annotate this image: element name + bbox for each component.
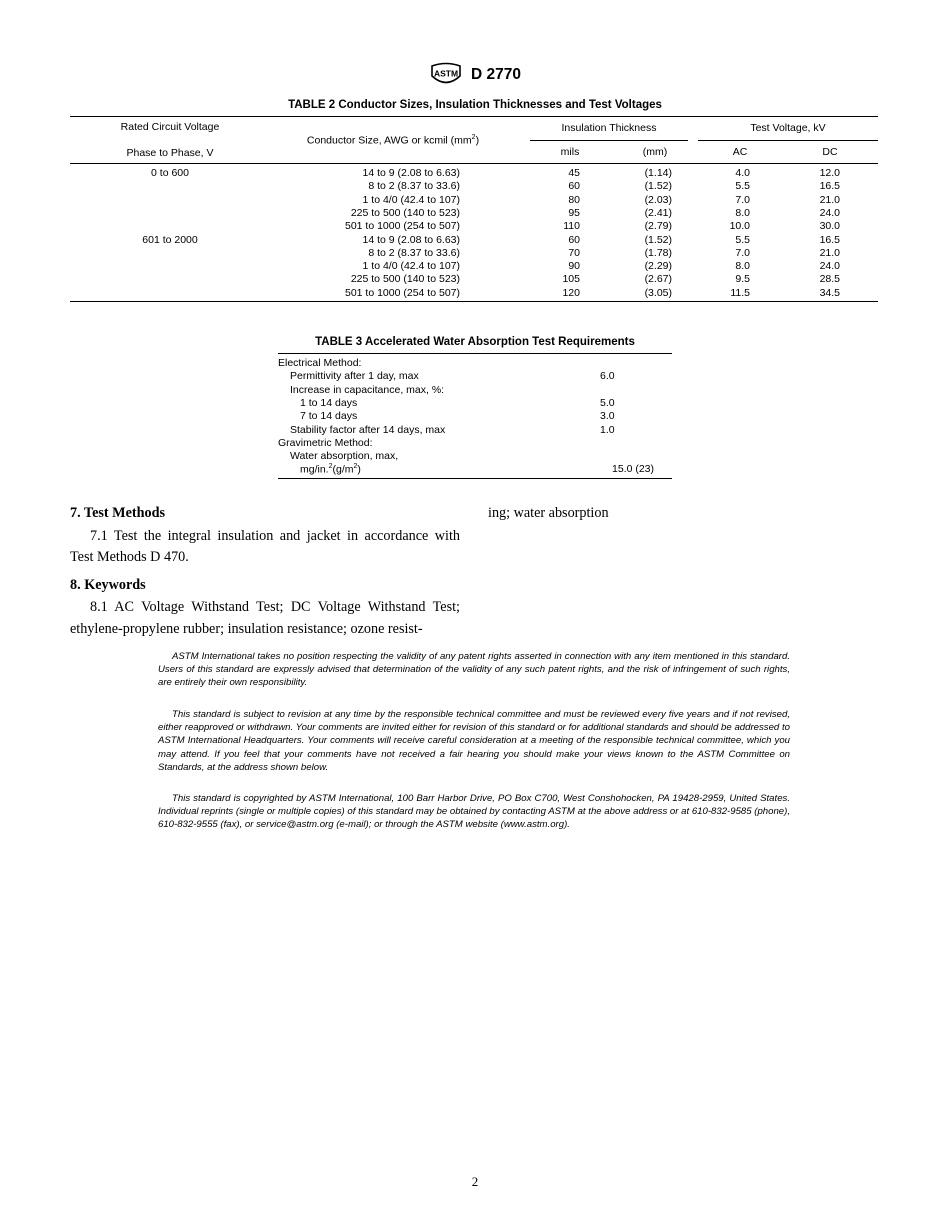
astm-logo-text: ASTM xyxy=(433,68,459,79)
header-conductor-size-text: Conductor Size, AWG or kcmil (mm xyxy=(306,134,472,147)
cell-mils: 95 xyxy=(568,206,580,219)
header-ac: AC xyxy=(732,146,748,158)
cell-ac: 8.0 xyxy=(735,260,750,273)
cell-mils: 45 xyxy=(568,167,580,179)
header-conductor-size-sup: 2 xyxy=(471,134,476,141)
table3-row-label: 7 to 14 days xyxy=(300,410,358,423)
table3-title: TABLE 3 Accelerated Water Absorption Test Requirements xyxy=(315,336,635,348)
table3-last-value: 15.0 (23) xyxy=(611,463,655,475)
cell-ac: 7.0 xyxy=(735,193,750,206)
table3-top-rule xyxy=(278,353,672,354)
cell-mils: 60 xyxy=(568,180,580,193)
cell-dc: 16.5 xyxy=(819,233,840,246)
revision-notice: This standard is subject to revision at any time by the responsible technical committee and must be reviewed every five years and if not revised, either reapproved or withdrawn. Your comments are invited either for revision of this standard or for additional standards and should be addressed to ASTM International Headquarters. Your comments will receive careful consideration at a meeting of the responsible technical committee, which you may attend. If you feel that your comments have not received a fair hearing you should make your views known to the ASTM Committee on Standards, at the address shown below. xyxy=(158,709,790,773)
cell-ac: 8.0 xyxy=(735,206,750,219)
page-header xyxy=(0,62,950,90)
table-row xyxy=(278,424,672,437)
cell-mils: 105 xyxy=(562,273,580,286)
table3-row-label: Water absorption, max, xyxy=(290,450,399,463)
astm-logo-icon xyxy=(429,62,463,88)
table2-title: TABLE 2 Conductor Sizes, Insulation Thicknesses and Test Voltages xyxy=(288,99,662,111)
cell-dc: 24.0 xyxy=(819,260,840,273)
cell-dc: 34.5 xyxy=(819,286,840,299)
cell-ac: 5.5 xyxy=(735,180,750,193)
cell-conductor-size: 225 to 500 (140 to 523) xyxy=(350,273,460,286)
table3-last-label xyxy=(300,463,361,476)
cell-dc: 21.0 xyxy=(819,193,840,206)
page-number: 2 xyxy=(471,1174,479,1189)
cell-ac: 4.0 xyxy=(735,167,750,179)
header-rated-voltage-line1: Rated Circuit Voltage xyxy=(120,121,220,133)
header-mils: mils xyxy=(560,146,580,158)
cell-mm: (1.52) xyxy=(644,180,672,193)
cell-mils: 80 xyxy=(568,193,580,206)
cell-mm: (1.52) xyxy=(644,233,672,246)
table3-row-value: 1.0 xyxy=(600,423,615,436)
cell-mm: (2.41) xyxy=(644,206,672,219)
table2-header-rule xyxy=(70,163,878,164)
cell-dc: 21.0 xyxy=(819,246,840,259)
table-row xyxy=(278,384,672,397)
cell-ac: 10.0 xyxy=(729,220,750,233)
cell-dc: 30.0 xyxy=(819,220,840,233)
table2-insulation-group-rule xyxy=(530,140,688,141)
table3-row-value: 6.0 xyxy=(600,370,615,383)
cell-dc: 28.5 xyxy=(819,273,840,286)
label-sup: 2 xyxy=(328,463,333,470)
cell-dc: 24.0 xyxy=(819,206,840,219)
table3-row-label: Stability factor after 14 days, max xyxy=(290,423,446,436)
body-right-column xyxy=(488,503,878,525)
table-row xyxy=(278,463,672,476)
cell-rated-voltage: 601 to 2000 xyxy=(142,233,198,246)
cell-mils: 70 xyxy=(568,246,580,259)
body-left-column xyxy=(70,503,460,640)
cell-dc: 12.0 xyxy=(819,167,840,179)
cell-rated-voltage: 0 to 600 xyxy=(151,167,189,179)
cell-conductor-size: 1 to 4/0 (42.4 to 107) xyxy=(362,193,460,206)
table2-voltage-group-rule xyxy=(698,140,878,141)
header-rated-voltage-line2: Phase to Phase, V xyxy=(126,147,214,159)
section-7-heading: 7. Test Methods xyxy=(70,505,165,521)
table-row xyxy=(278,397,672,410)
table-row xyxy=(278,357,672,370)
cell-mm: (2.79) xyxy=(644,220,672,233)
table-row xyxy=(278,450,672,463)
section-8-heading: 8. Keywords xyxy=(70,576,146,593)
cell-mm: (2.29) xyxy=(644,260,672,273)
cell-ac: 7.0 xyxy=(735,246,750,259)
table-row xyxy=(278,370,672,383)
table-row xyxy=(278,437,672,450)
section-8-1-paragraph: 8.1 AC Voltage Withstand Test; DC Voltage Withstand Test; ethylene-propylene rubber; insulation resistance; ozone resist- xyxy=(70,599,460,637)
cell-ac: 9.5 xyxy=(735,273,750,286)
cell-conductor-size: 14 to 9 (2.08 to 6.63) xyxy=(362,233,460,246)
cell-conductor-size: 225 to 500 (140 to 523) xyxy=(350,206,460,219)
label-sup: 2 xyxy=(353,463,358,470)
header-insulation-thickness: Insulation Thickness xyxy=(561,122,657,134)
table3-bottom-rule xyxy=(278,478,672,479)
cell-mils: 90 xyxy=(568,260,580,273)
header-conductor-size xyxy=(298,134,488,147)
header-test-voltage: Test Voltage, kV xyxy=(750,122,826,134)
cell-ac: 11.5 xyxy=(730,286,750,299)
table3-row-label: Increase in capacitance, max, %: xyxy=(290,383,445,396)
table3-row-label: Gravimetric Method: xyxy=(278,436,373,449)
table3-row-label: Permittivity after 1 day, max xyxy=(290,370,419,383)
cell-mm: (2.03) xyxy=(644,193,672,206)
cell-mm: (2.67) xyxy=(644,273,672,286)
cell-conductor-size: 1 to 4/0 (42.4 to 107) xyxy=(362,260,460,273)
header-mm: (mm) xyxy=(642,146,668,158)
header-conductor-size-end: ) xyxy=(475,134,480,147)
section-7-1-paragraph: 7.1 Test the integral insulation and jacket in accordance with Test Methods D 470. xyxy=(70,527,460,565)
cell-conductor-size: 501 to 1000 (254 to 507) xyxy=(344,286,460,299)
table-row xyxy=(278,410,672,423)
document-number: D 2770 xyxy=(471,66,521,83)
cell-dc: 16.5 xyxy=(819,180,840,193)
section-8-1-continuation: ing; water absorption xyxy=(488,505,609,521)
table3-row-value: 3.0 xyxy=(600,410,615,423)
cell-conductor-size: 501 to 1000 (254 to 507) xyxy=(344,220,460,233)
cell-mils: 120 xyxy=(562,286,580,299)
cell-conductor-size: 14 to 9 (2.08 to 6.63) xyxy=(362,167,460,179)
label-part: mg/in. xyxy=(300,463,329,476)
patent-notice: ASTM International takes no position respecting the validity of any patent rights asserted in connection with any item mentioned in this standard. Users of this standard are expressly advised that determination of the validity of any such patent rights, and the risk of infringement of such rights, are entirely their own responsibility. xyxy=(158,651,790,689)
cell-conductor-size: 8 to 2 (8.37 to 33.6) xyxy=(368,180,460,193)
cell-mm: (1.78) xyxy=(644,246,672,259)
copyright-notice: This standard is copyrighted by ASTM International, 100 Barr Harbor Drive, PO Box C700, West Conshohocken, PA 19428-2959, United States. Individual reprints (single or multiple copies) of this standard may be obtained by contacting ASTM at the above address or at 610-832-9585 (phone), 610-832-9555 (fax), or service@astm.org (e-mail); or through the ASTM website (www.astm.org). xyxy=(158,793,790,831)
cell-mils: 110 xyxy=(563,220,580,233)
table2-bottom-rule xyxy=(70,301,878,302)
label-part: (g/m xyxy=(332,463,354,476)
cell-ac: 5.5 xyxy=(735,233,750,246)
table2-top-rule xyxy=(70,116,878,117)
label-part: ) xyxy=(357,463,361,476)
cell-conductor-size: 8 to 2 (8.37 to 33.6) xyxy=(368,246,460,259)
table3-row-label: 1 to 14 days xyxy=(300,396,358,409)
cell-mm: (1.14) xyxy=(644,167,672,179)
table3-row-label: Electrical Method: xyxy=(278,357,362,369)
cell-mils: 60 xyxy=(568,233,580,246)
cell-mm: (3.05) xyxy=(644,286,672,299)
table3-row-value: 5.0 xyxy=(600,396,615,409)
header-dc: DC xyxy=(822,146,838,158)
